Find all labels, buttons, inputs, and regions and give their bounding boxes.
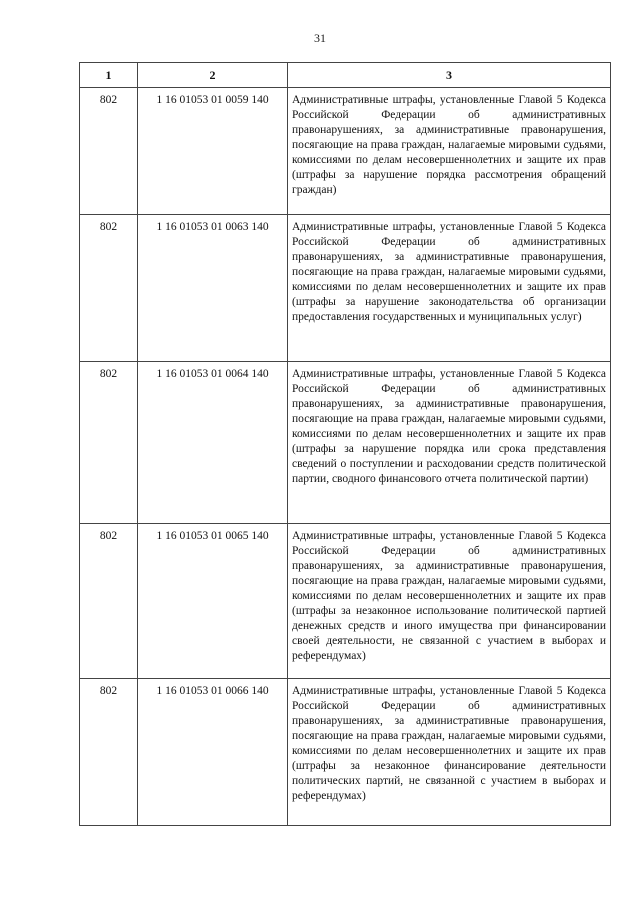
table-row — [80, 679, 611, 826]
admin-code-cell: 802 — [80, 362, 138, 524]
description-cell: Административные штрафы, установленные Главой 5 Кодекса Российской Федерации об административных правонарушениях, за административные правонарушения, посягающие на права граждан, налагаемые мировыми судьями, комиссиями по делам несовершеннолетних и защите их прав (штрафы за нарушение порядка рассмотрения обращений граждан) — [288, 88, 611, 215]
budget-code-cell: 1 16 01053 01 0065 140 — [138, 524, 288, 679]
table-row — [80, 362, 611, 524]
column-header-1: 1 — [80, 63, 138, 88]
table-row — [80, 88, 611, 215]
budget-code-cell: 1 16 01053 01 0063 140 — [138, 215, 288, 362]
description-cell: Административные штрафы, установленные Главой 5 Кодекса Российской Федерации об административных правонарушениях, за административные правонарушения, посягающие на права граждан, налагаемые мировыми судьями, комиссиями по делам несовершеннолетних и защите их прав (штрафы за нарушение порядка или срока представления сведений о поступлении и расходовании средств политической партии, сводного финансового отчета политической партии) — [288, 362, 611, 524]
budget-code-cell: 1 16 01053 01 0064 140 — [138, 362, 288, 524]
description-cell: Административные штрафы, установленные Главой 5 Кодекса Российской Федерации об административных правонарушениях, за административные правонарушения, посягающие на права граждан, налагаемые мировыми судьями, комиссиями по делам несовершеннолетних и защите их прав (штрафы за незаконное использование политической партией денежных средств и иного имущества при финансировании своей деятельности, не связанной с участием в выборах и референдумах) — [288, 524, 611, 679]
table-row — [80, 215, 611, 362]
admin-code-cell: 802 — [80, 88, 138, 215]
description-cell: Административные штрафы, установленные Главой 5 Кодекса Российской Федерации об административных правонарушениях, за административные правонарушения, посягающие на права граждан, налагаемые мировыми судьями, комиссиями по делам несовершеннолетних и защите их прав (штрафы за незаконное финансирование деятельности политических партий, не связанной с участием в выборах и референдумах) — [288, 679, 611, 826]
admin-code-cell: 802 — [80, 215, 138, 362]
description-cell: Административные штрафы, установленные Главой 5 Кодекса Российской Федерации об административных правонарушениях, за административные правонарушения, посягающие на права граждан, налагаемые мировыми судьями, комиссиями по делам несовершеннолетних и защите их прав (штрафы за нарушение законодательства об организации предоставления государственных и муниципальных услуг) — [288, 215, 611, 362]
budget-code-table — [79, 62, 611, 826]
column-header-3: 3 — [288, 63, 611, 88]
table-header-row — [80, 63, 611, 88]
table-row — [80, 524, 611, 679]
admin-code-cell: 802 — [80, 679, 138, 826]
column-header-2: 2 — [138, 63, 288, 88]
budget-code-cell: 1 16 01053 01 0066 140 — [138, 679, 288, 826]
page-number: 31 — [314, 31, 326, 45]
budget-code-cell: 1 16 01053 01 0059 140 — [138, 88, 288, 215]
admin-code-cell: 802 — [80, 524, 138, 679]
